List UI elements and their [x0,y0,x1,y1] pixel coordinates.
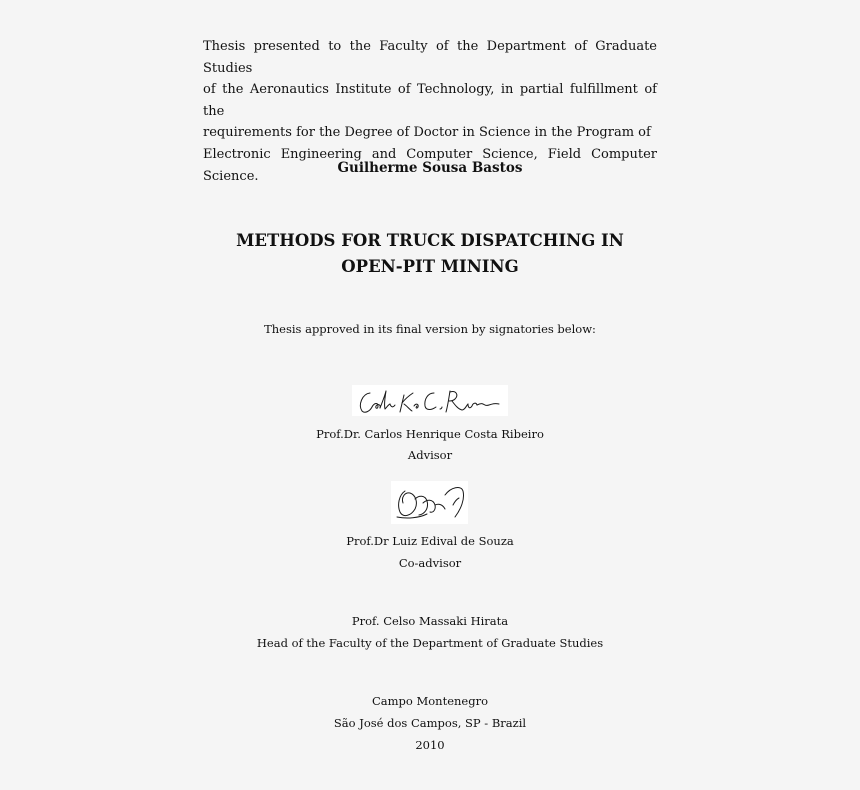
co-advisor-name: Prof.Dr Luiz Edival de Souza [346,534,514,548]
advisor-signature-image [352,385,508,416]
author-name: Guilherme Sousa Bastos [337,160,523,176]
statement-line: Electronic Engineering and Computer Science, Field Computer Science. [203,146,657,184]
year: 2010 [415,738,445,752]
location-line: Campo Montenegro [371,694,489,708]
statement-line: requirements for the Degree of Doctor in Science in the Program of [203,125,651,141]
city-country-line: São José dos Campos, SP - Brazil [333,716,527,730]
statement-line: of the Aeronautics Institute of Technology, in partial fulfillment of the [203,82,657,119]
thesis-title-line: OPEN-PIT MINING [341,257,519,276]
faculty-head-name: Prof. Celso Massaki Hirata [351,614,509,628]
thesis-title [0,228,860,280]
advisor-name: Prof.Dr. Carlos Henrique Costa Ribeiro [316,427,544,441]
signature-icon [352,385,508,416]
thesis-title-line: METHODS FOR TRUCK DISPATCHING IN [236,231,624,250]
signature-icon [391,481,468,524]
faculty-head-role: Head of the Faculty of the Department of Graduate Studies [256,636,604,650]
approval-statement: Thesis approved in its final version by signatories below: [264,322,596,336]
co-advisor-signature-image [391,481,468,524]
advisor-role: Advisor [407,448,453,462]
co-advisor-role: Co-advisor [398,556,462,570]
statement-line: Thesis presented to the Faculty of the Department of Graduate Studies [203,39,657,76]
